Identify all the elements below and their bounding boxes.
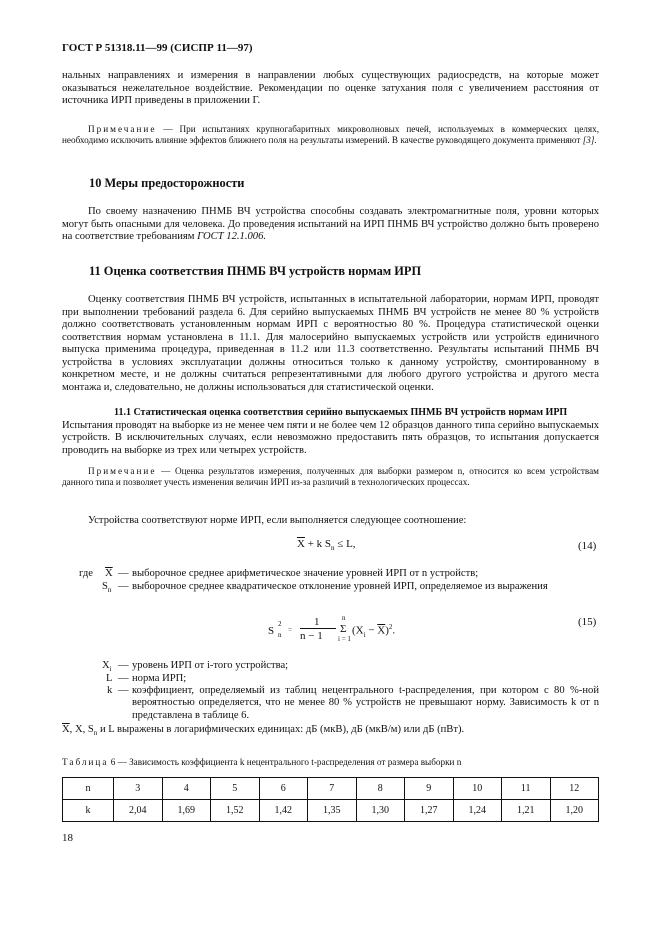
table-cell: 3 (114, 778, 163, 800)
table-row-n (63, 778, 599, 800)
note-label: Примечание (88, 466, 157, 476)
note-1 (62, 124, 599, 146)
section-10-reference: ГОСТ 12.1.006. (197, 231, 267, 242)
subsection-11-1 (62, 407, 599, 457)
note-reference: [3]. (582, 135, 597, 146)
definition-text: выборочное среднее квадратическое отклонение уровней ИРП, определяемое из выражения (132, 580, 548, 592)
table-cell: 5 (211, 778, 260, 800)
intro-paragraph: нальных направлениях и измерения в направлении любых существующих радиосредств, на которые может оказываться нежелательное воздействие. Рекомендации по оценке затухания поля с увеличением расстояния от источника ИРП приведены в приложении Г. (62, 70, 599, 106)
table-caption-text: 6 — Зависимость коэффициента k нецентрального t-распределения от размера выборки n (108, 757, 462, 767)
definition-text: норма ИРП; (132, 672, 187, 684)
section-10-heading: 10 Меры предосторожности (89, 176, 245, 190)
table-cell: 1,35 (308, 800, 357, 822)
section-11-heading: 11 Оценка соответствия ПНМБ ВЧ устройств нормам ИРП (89, 264, 422, 278)
table-cell: 1,20 (550, 800, 599, 822)
definitions-list-1 (62, 568, 599, 593)
table-cell: n (63, 778, 114, 800)
table-cell: 1,42 (259, 800, 308, 822)
document-header: ГОСТ Р 51318.11—99 (СИСПР 11—97) (62, 42, 253, 54)
table-6 (62, 777, 599, 822)
note-text: — При испытаниях крупногабаритных микроволновых печей, используемых в коммерческих целях, необходимо исключить влияние эффектов ближнего поля на результаты измерений. В качестве руководящего документа применяют (62, 124, 599, 146)
equation-14-number: (14) (578, 540, 597, 552)
table-cell: 4 (162, 778, 211, 800)
table-cell: 1,21 (502, 800, 551, 822)
table-cell: 11 (502, 778, 551, 800)
definition-row: k — коэффициент, определяемый из таблиц нецентрального t-распределения, при котором с 80 %-ной вероятностью определяется, что не менее 80 % устройств не превышают норму. Зависимость k от n представлена в таблице 6. (107, 685, 599, 721)
table-cell: 9 (405, 778, 454, 800)
condition-text: Устройства соответствуют норме ИРП, если выполняется следующее соотношение: (88, 515, 467, 526)
definition-row: $X_i$ — уровень ИРП от i-того устройства; (62, 660, 599, 673)
definition-symbol: k (107, 685, 113, 696)
units-body: и L выражены в логарифмических единицах: дБ (мкВ), дБ (мкВ/м) или дБ (пВт). (99, 724, 465, 735)
table-cell: 2,04 (114, 800, 163, 822)
note-2 (62, 466, 599, 488)
definition-row: где $\overline{X}$ — выборочное среднее арифметическое значение уровней ИРП от n устройств; (62, 568, 599, 581)
definition-symbol: $X_i$ (102, 660, 112, 674)
table-cell: 1,30 (356, 800, 405, 822)
table-cell: 7 (308, 778, 357, 800)
equation-14: $\overline{X} + k$ $S_n \le L$, (297, 538, 356, 553)
definition-row: $S_n$ — выборочное среднее квадратическое отклонение уровней ИРП, определяемое из выражения (62, 581, 599, 593)
table-cell: 1,27 (405, 800, 454, 822)
definition-symbol: $S_n$ (102, 580, 112, 594)
definition-row: L — норма ИРП; (62, 673, 599, 686)
definitions-list-2 (62, 660, 599, 722)
subsection-11-1-text: Испытания проводят на выборке из не менее чем пяти и не более чем 12 образцов данного типа серийно выпускаемых устройств. В исключительных случаях, если невозможно предоставить пять образцов, то испытания допускается проводить на выборке из трех или четырех устройств. (62, 419, 599, 456)
section-10-body: По своему назначению ПНМБ ВЧ устройства способны создавать электромагнитные поля, уровни которых могут быть опасными для человека. До проведения испытаний на ИРП ПНМБ ВЧ устройство должно быть проверено на соответствие требованиям (62, 206, 599, 242)
definition-symbol: $\overline{X}$ (105, 568, 113, 579)
table-cell: 1,52 (211, 800, 260, 822)
units-text: $\overline{X}$, X, $S_n$ и L выражены в логарифмических единицах: дБ (мкВ), дБ (мкВ/м) или дБ (пВт). (62, 724, 465, 738)
table-cell: 1,69 (162, 800, 211, 822)
definition-text: коэффициент, определяемый из таблиц нецентрального t-распределения, при котором с 80 %-ной вероятностью определяется, что не менее 80 % устройств не превышают норму. Зависимость k от n представлена в таблице 6. (132, 685, 599, 721)
definition-text: уровень ИРП от i-того устройства; (132, 660, 289, 671)
equation-15-number: (15) (578, 616, 597, 628)
definition-symbol: L (106, 672, 113, 684)
table-row-k (63, 800, 599, 822)
table-cell: 10 (453, 778, 502, 800)
section-11-text: Оценку соответствия ПНМБ ВЧ устройств, испытанных в испытательной лаборатории, нормам ИРП, проводят при выполнении требований раздела 6. Для серийно выпускаемых ПНМБ ВЧ устройств не менее 80 % устройств должно соответствовать установленным нормам ИРП с вероятностью 80 %. Процедура статистической оценки соответствия нормам установлена в 11.1. Для малосерийно выпускаемых устройств или устройств единичного выпуска применима процедура, приведенная в 11.2 или 11.3 соответственно. Результаты испытаний ПНМБ ВЧ устройства в условиях эксплуатации должны относиться только к данному устройству, смонтированному в конкретном месте, и не должны считаться репрезентативными для любого другого устройства и другого места монтажа и, следовательно, не должны использоваться для статистической оценки. (62, 294, 599, 393)
table-cell: k (63, 800, 114, 822)
definition-text: выборочное среднее арифметическое значение уровней ИРП от n устройств; (132, 568, 479, 579)
equation-15: S 2 n = 1 n − 1 n Σ i = 1 $(X_i - \overline{X})^2$. (268, 614, 396, 643)
table-cell: 12 (550, 778, 599, 800)
table-cell: 8 (356, 778, 405, 800)
table-cell: 1,24 (453, 800, 502, 822)
subsection-11-1-heading: 11.1 Статистическая оценка соответствия серийно выпускаемых ПНМБ ВЧ устройств нормам ИРП (114, 407, 568, 418)
page-number: 18 (62, 832, 73, 844)
table-caption-label: Таблица (62, 757, 109, 767)
section-10-text (62, 206, 599, 244)
table-cell: 6 (259, 778, 308, 800)
note-text: — Оценка результатов измерения, полученных для выборки размером n, относится ко всем устройствам данного типа и позволяет учесть изменения величин ИРП из-за различий в технологических процессах. (62, 466, 599, 488)
note-label: Примечание (88, 124, 157, 134)
table-caption (62, 757, 599, 768)
where-label: где (79, 568, 93, 579)
